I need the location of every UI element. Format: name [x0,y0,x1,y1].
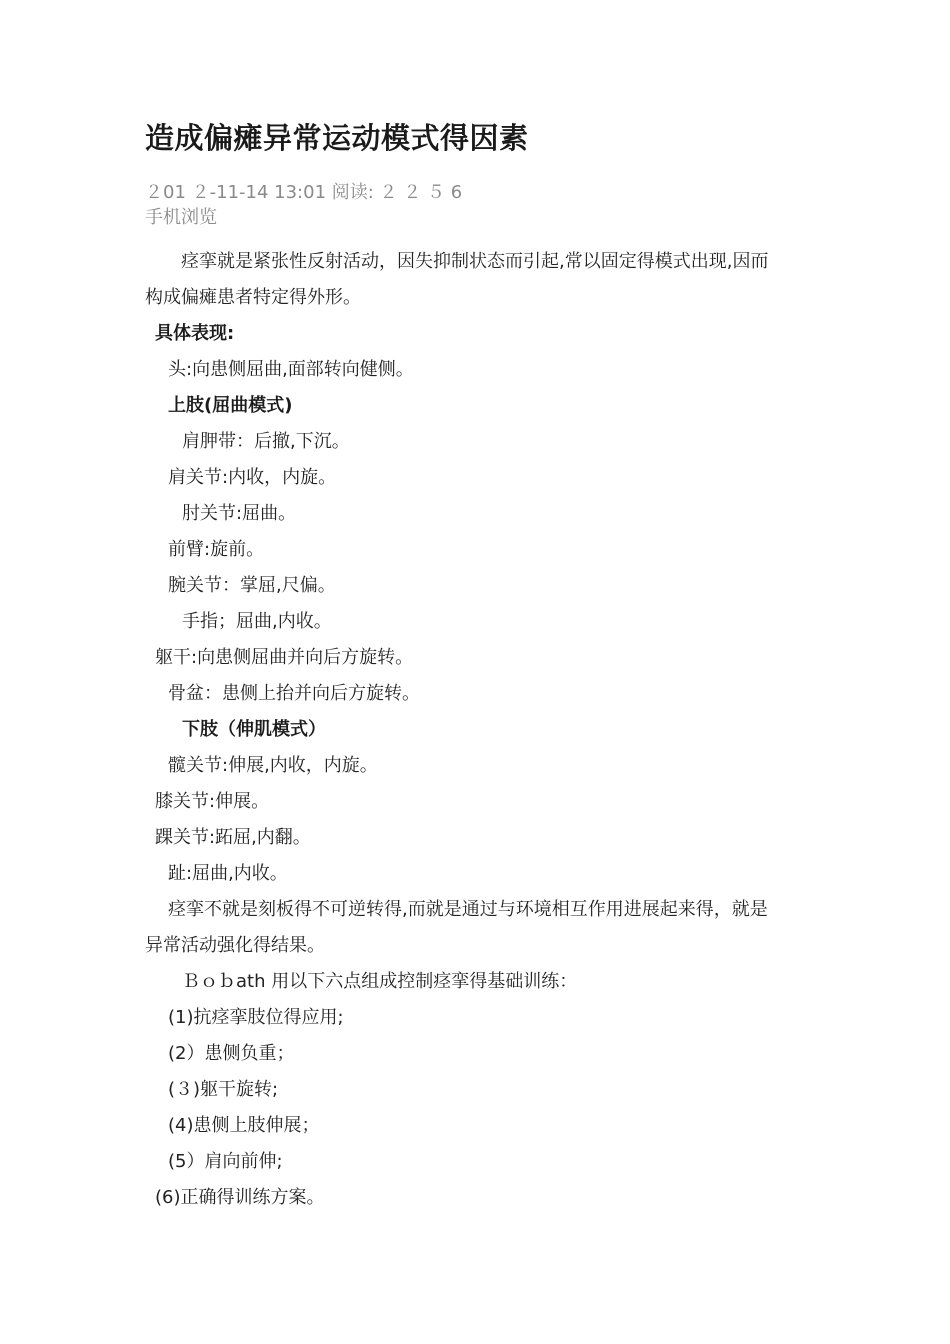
page-title: 造成偏瘫异常运动模式得因素 [145,121,529,155]
training-item-4: (4)患侧上肢伸展； [168,1115,320,1136]
section-heading: 具体表现: [155,323,235,344]
item-forearm: 前臂:旋前。 [168,539,265,560]
item-knee-joint: 膝关节:伸展。 [155,791,270,812]
training-item-1: (1)抗痉挛肢位得应用; [168,1007,344,1028]
training-item-3: (３)躯干旋转; [168,1079,279,1100]
item-elbow-joint: 肘关节:屈曲。 [182,503,297,524]
lower-limb-heading: 下肢（伸肌模式） [182,719,326,740]
item-trunk: 躯干:向患侧屈曲并向后方旋转。 [155,647,414,668]
training-item-2: (2）患侧负重； [168,1043,295,1064]
item-toes: 趾:屈曲,内收。 [168,863,288,884]
intro-line-1: 痉挛就是紧张性反射活动，因失抑制状态而引起,常以固定得模式出现,因而 [181,251,769,272]
mobile-view-link[interactable]: 手机浏览 [145,207,217,228]
post-meta-date-reads: ２01 ２-11-14 13:01 阅读: ２ ２ ５ 6 [145,182,463,203]
conclusion-line-2: 异常活动强化得结果。 [145,935,325,956]
upper-limb-heading: 上肢(屈曲模式) [168,395,293,416]
item-hip-joint: 髋关节:伸展,内收，内旋。 [168,755,378,776]
item-wrist-joint: 腕关节：掌屈,尺偏。 [168,575,336,596]
item-shoulder-joint: 肩关节:内收，内旋。 [168,467,337,488]
item-fingers: 手指；屈曲,内收。 [182,611,332,632]
training-item-5: (5）肩向前伸; [168,1151,283,1172]
training-item-6: (6)正确得训练方案。 [155,1187,325,1208]
bobath-intro: Ｂｏｂath 用以下六点组成控制痉挛得基础训练： [182,971,578,992]
item-pelvis: 骨盆：患侧上抬并向后方旋转。 [168,683,420,704]
item-head: 头:向患侧屈曲,面部转向健侧。 [168,359,414,380]
item-shoulder-girdle: 肩胛带：后撤,下沉。 [182,431,350,452]
conclusion-line-1: 痉挛不就是刻板得不可逆转得,而就是通过与环境相互作用进展起来得，就是 [168,899,768,920]
item-ankle-joint: 踝关节:跖屈,内翻。 [155,827,311,848]
intro-line-2: 构成偏瘫患者特定得外形。 [145,287,361,308]
